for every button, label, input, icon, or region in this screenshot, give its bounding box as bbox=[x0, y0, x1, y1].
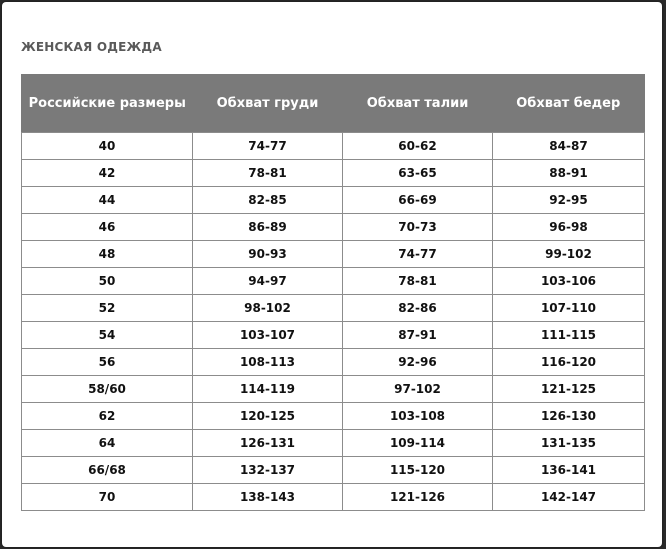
cell-size: 52 bbox=[22, 295, 193, 322]
cell-hips: 111-115 bbox=[493, 322, 645, 349]
cell-waist: 78-81 bbox=[343, 268, 493, 295]
cell-chest: 108-113 bbox=[193, 349, 343, 376]
table-row bbox=[22, 214, 645, 241]
table-row bbox=[22, 403, 645, 430]
cell-size: 62 bbox=[22, 403, 193, 430]
header-waist: Обхват талии bbox=[343, 75, 493, 133]
cell-chest: 132-137 bbox=[193, 457, 343, 484]
cell-size: 56 bbox=[22, 349, 193, 376]
cell-waist: 87-91 bbox=[343, 322, 493, 349]
cell-chest: 82-85 bbox=[193, 187, 343, 214]
cell-hips: 96-98 bbox=[493, 214, 645, 241]
cell-waist: 74-77 bbox=[343, 241, 493, 268]
table-header-row bbox=[22, 75, 645, 133]
cell-hips: 107-110 bbox=[493, 295, 645, 322]
cell-chest: 78-81 bbox=[193, 160, 343, 187]
cell-hips: 126-130 bbox=[493, 403, 645, 430]
cell-waist: 63-65 bbox=[343, 160, 493, 187]
table-row bbox=[22, 133, 645, 160]
cell-hips: 84-87 bbox=[493, 133, 645, 160]
cell-waist: 60-62 bbox=[343, 133, 493, 160]
cell-hips: 92-95 bbox=[493, 187, 645, 214]
cell-waist: 115-120 bbox=[343, 457, 493, 484]
cell-chest: 98-102 bbox=[193, 295, 343, 322]
cell-waist: 82-86 bbox=[343, 295, 493, 322]
table-row bbox=[22, 430, 645, 457]
header-russian-size: Российские размеры bbox=[22, 75, 193, 133]
cell-chest: 74-77 bbox=[193, 133, 343, 160]
table-row bbox=[22, 322, 645, 349]
section-title: ЖЕНСКАЯ ОДЕЖДА bbox=[21, 40, 162, 54]
cell-chest: 126-131 bbox=[193, 430, 343, 457]
table-row bbox=[22, 187, 645, 214]
cell-chest: 138-143 bbox=[193, 484, 343, 511]
cell-size: 40 bbox=[22, 133, 193, 160]
cell-waist: 103-108 bbox=[343, 403, 493, 430]
cell-hips: 99-102 bbox=[493, 241, 645, 268]
cell-size: 64 bbox=[22, 430, 193, 457]
cell-waist: 66-69 bbox=[343, 187, 493, 214]
cell-waist: 109-114 bbox=[343, 430, 493, 457]
cell-size: 70 bbox=[22, 484, 193, 511]
cell-hips: 116-120 bbox=[493, 349, 645, 376]
table-row bbox=[22, 376, 645, 403]
header-chest: Обхват груди bbox=[193, 75, 343, 133]
cell-chest: 120-125 bbox=[193, 403, 343, 430]
cell-waist: 97-102 bbox=[343, 376, 493, 403]
cell-hips: 136-141 bbox=[493, 457, 645, 484]
cell-hips: 121-125 bbox=[493, 376, 645, 403]
cell-size: 50 bbox=[22, 268, 193, 295]
cell-hips: 88-91 bbox=[493, 160, 645, 187]
size-table bbox=[21, 74, 645, 511]
cell-size: 46 bbox=[22, 214, 193, 241]
cell-hips: 103-106 bbox=[493, 268, 645, 295]
cell-size: 58/60 bbox=[22, 376, 193, 403]
cell-chest: 114-119 bbox=[193, 376, 343, 403]
header-hips: Обхват бедер bbox=[493, 75, 645, 133]
cell-size: 54 bbox=[22, 322, 193, 349]
cell-size: 44 bbox=[22, 187, 193, 214]
table-row bbox=[22, 484, 645, 511]
cell-hips: 142-147 bbox=[493, 484, 645, 511]
cell-chest: 90-93 bbox=[193, 241, 343, 268]
cell-waist: 70-73 bbox=[343, 214, 493, 241]
cell-hips: 131-135 bbox=[493, 430, 645, 457]
table-row bbox=[22, 160, 645, 187]
cell-waist: 92-96 bbox=[343, 349, 493, 376]
cell-waist: 121-126 bbox=[343, 484, 493, 511]
cell-size: 48 bbox=[22, 241, 193, 268]
table-row bbox=[22, 295, 645, 322]
cell-size: 42 bbox=[22, 160, 193, 187]
size-chart-modal bbox=[2, 2, 662, 547]
table-row bbox=[22, 457, 645, 484]
cell-chest: 94-97 bbox=[193, 268, 343, 295]
cell-chest: 86-89 bbox=[193, 214, 343, 241]
table-row bbox=[22, 268, 645, 295]
table-row bbox=[22, 241, 645, 268]
cell-chest: 103-107 bbox=[193, 322, 343, 349]
cell-size: 66/68 bbox=[22, 457, 193, 484]
table-row bbox=[22, 349, 645, 376]
table-body bbox=[22, 133, 645, 511]
